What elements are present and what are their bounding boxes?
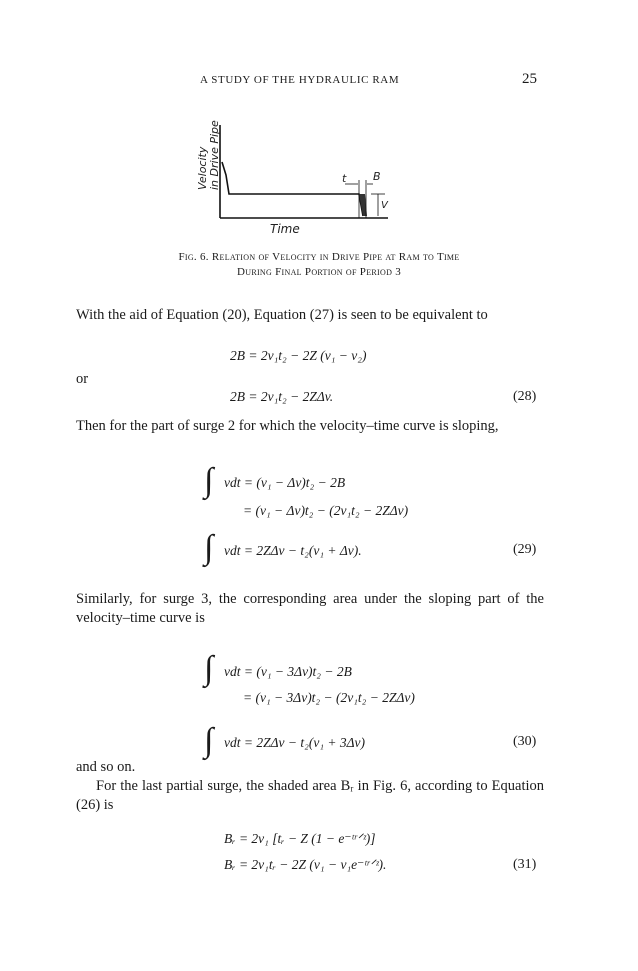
paragraph-1: With the aid of Equation (20), Equation (27) is seen to be equivalent to [76,307,488,323]
page-number: 25 [522,71,537,87]
paragraph-3: Similarly, for surge 3, the corresponding area under the sloping part of the velocity–time curve is [76,591,544,626]
paragraph-2: Then for the part of surge 2 for which the velocity–time curve is sloping, [76,418,499,434]
integral-sign: ∫ [204,650,214,687]
equation-29a: vdt = (v₁ − Δv)t₂ − 2B [224,475,346,490]
equation-number-28: (28) [513,389,537,404]
figure-label-br: B [373,170,381,183]
integral-sign: ∫ [204,722,214,759]
integral-sign: ∫ [204,462,214,499]
velocity-curve [222,162,363,216]
equation-number-29: (29) [513,542,537,557]
equation-number-31: (31) [513,857,537,872]
integral-sign: ∫ [204,529,214,566]
figure-6 [195,120,415,245]
equation-31a: Bᵣ = 2v₁ [tᵣ − Z (1 − e⁻ᵗʳᐟᶻ)] [224,831,376,846]
equation-29b: = (v₁ − Δv)t₂ − (2v₁t₂ − 2ZΔv) [243,503,409,518]
equation-number-30: (30) [513,734,537,749]
equation-1: 2B = 2v₁t₂ − 2Z (v₁ − v₂) [230,348,367,363]
word-or: or [76,371,89,387]
equation-31b: Bᵣ = 2v₁tᵣ − 2Z (v₁ − v₁e⁻ᵗʳᐟᶻ). [224,857,387,872]
equation-30a: vdt = (v₁ − 3Δv)t₂ − 2B [224,664,352,679]
equation-29c: vdt = 2ZΔv − t₂(v₁ + Δv). [224,543,362,558]
figure-ylabel-line2: in Drive Pipe [208,120,221,190]
figure-caption-line1: Fig. 6. Relation of Velocity in Drive Pipe at Ram to Time [178,251,460,263]
velocity-time-diagram [195,120,415,245]
figure-xlabel: Time [270,222,300,236]
figure-label-vr: V [381,200,388,211]
paragraph-4: For the last partial surge, the shaded area Bᵣ in Fig. 6, according to Equation (26) is [76,778,544,813]
equation-30c: vdt = 2ZΔv − t₂(v₁ + 3Δv) [224,735,366,750]
running-header-title: A STUDY OF THE HYDRAULIC RAM [200,74,400,86]
figure-label-tr: t [342,172,347,185]
figure-ylabel-line1: Velocity [196,146,209,190]
equation-30b: = (v₁ − 3Δv)t₂ − (2v₁t₂ − 2ZΔv) [243,690,415,705]
figure-caption-line2: During Final Portion of Period 3 [237,266,401,278]
and-so-on: and so on. [76,759,136,775]
equation-28: 2B = 2v₁t₂ − 2ZΔv. [230,389,334,404]
